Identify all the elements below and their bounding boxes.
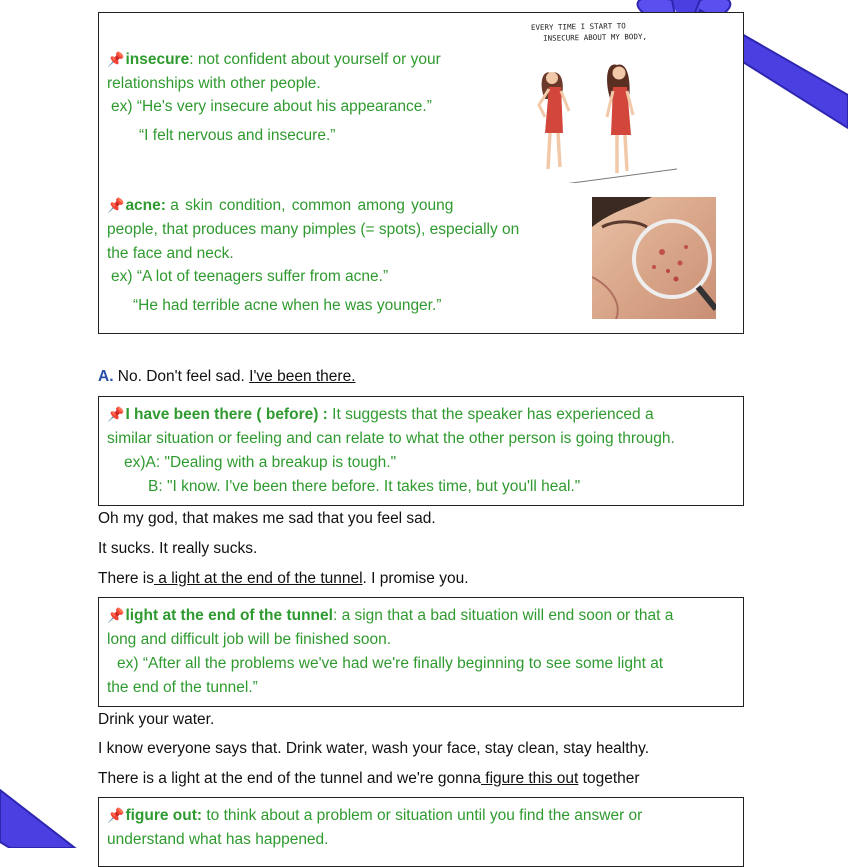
acne-definition-line-2: people, that produces many pimples (= spots), especially on: [107, 221, 520, 238]
dialogue-line: Oh my god, that makes me sad that you feel sad.: [98, 510, 436, 527]
acne-example-1: ex) “A lot of teenagers suffer from acne.”: [111, 268, 389, 285]
been-there-definition-line-1: 📌I have been there ( before) : It suggests that the speaker has experienced a: [107, 406, 654, 423]
been-there-example-1: ex)A: "Dealing with a breakup is tough.": [124, 454, 397, 471]
tunnel-definition-line-1: 📌light at the end of the tunnel: a sign that a bad situation will end soon or that a: [107, 607, 674, 624]
ribbon-decoration-bottom: [0, 780, 100, 848]
acne-example-2: “He had terrible acne when he was younger.”: [133, 297, 442, 314]
dialogue-line: It sucks. It really sucks.: [98, 540, 258, 557]
tunnel-example-2: the end of the tunnel.”: [107, 679, 258, 696]
insecure-definition-line-2: relationships with other people.: [107, 75, 321, 92]
dialogue-line: There is a light at the end of the tunnel and we're gonna figure this out together: [98, 770, 640, 787]
comic-caption: EVERY TIME I START TO INSECURE ABOUT MY BODY,: [530, 21, 648, 43]
dialogue-line: There is a light at the end of the tunnel. I promise you.: [98, 570, 469, 587]
tunnel-example-1: ex) “After all the problems we've had we're finally beginning to see some light at: [117, 655, 664, 672]
insecure-example-2: “I felt nervous and insecure.”: [139, 127, 336, 144]
pin-icon: 📌: [107, 807, 125, 823]
been-there-example-2: B: "I know. I've been there before. It takes time, but you'll heal.": [148, 478, 581, 495]
acne-definition-line-1: 📌acne: a skin condition, common among young: [107, 197, 454, 214]
figure-out-definition-line-2: understand what has happened.: [107, 831, 329, 848]
pin-icon: 📌: [107, 197, 125, 213]
pin-icon: 📌: [107, 51, 125, 67]
vocab-box-tunnel: [98, 597, 744, 707]
dialogue-a-line: A. No. Don't feel sad. I've been there.: [98, 368, 356, 385]
vocab-box-figure-out: [98, 797, 744, 867]
vocab-box-insecure-acne: [98, 12, 744, 334]
figure-out-definition-line-1: 📌figure out: to think about a problem or situation until you find the answer or: [107, 807, 643, 824]
acne-definition-line-3: the face and neck.: [107, 245, 234, 262]
insecure-example-1: ex) “He's very insecure about his appearance.”: [111, 98, 432, 115]
been-there-definition-line-2: similar situation or feeling and can relate to what the other person is going through.: [107, 430, 675, 447]
vocab-box-been-there: [98, 396, 744, 506]
pin-icon: 📌: [107, 406, 125, 422]
speaker-label-a: A.: [98, 368, 114, 385]
pin-icon: 📌: [107, 607, 125, 623]
tunnel-definition-line-2: long and difficult job will be finished soon.: [107, 631, 392, 648]
insecure-definition-line-1: 📌insecure: not confident about yourself or your: [107, 51, 441, 68]
acne-photo: [592, 197, 716, 319]
dialogue-line: Drink your water.: [98, 711, 215, 728]
dialogue-line: I know everyone says that. Drink water, wash your face, stay clean, stay healthy.: [98, 740, 650, 757]
insecure-comic-illustration: [527, 21, 677, 183]
